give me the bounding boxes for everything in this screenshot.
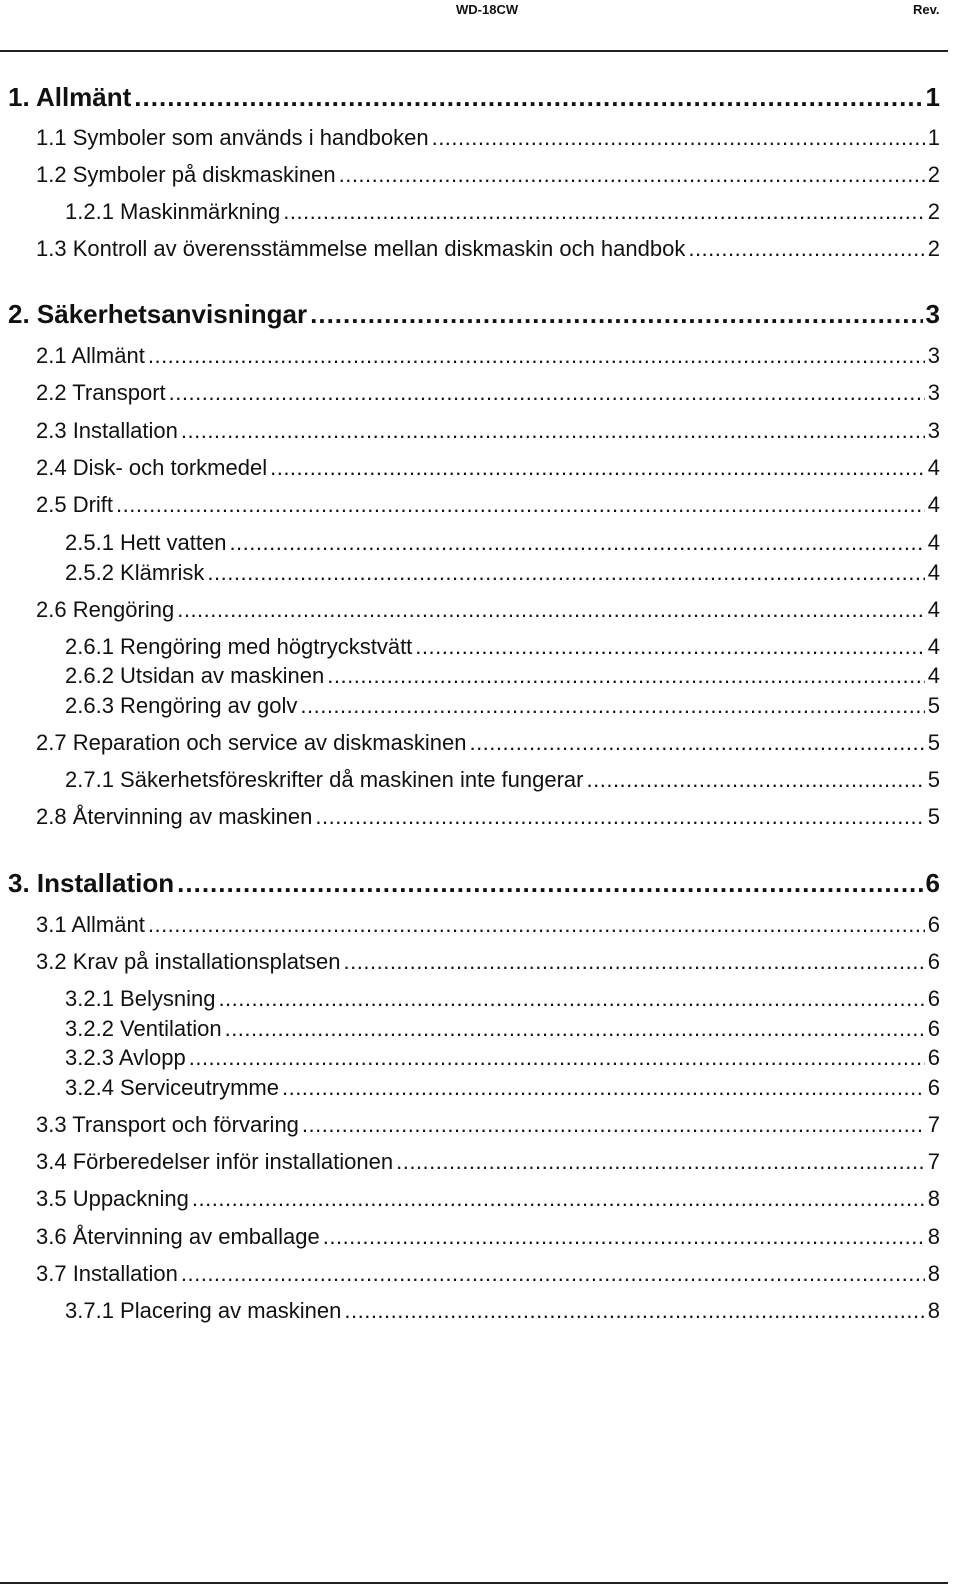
toc-entry-page: 8 [927,1298,940,1323]
toc-entry-title: 1.1 Symboler som används i handboken [36,125,429,150]
toc-leader [148,345,925,367]
toc-entry-title: 1.2.1 Maskinmärkning [65,199,281,224]
toc-entry-page: 4 [927,663,940,688]
toc-entry-title: 3.7.1 Placering av maskinen [65,1298,342,1323]
toc-entry-title: 3.2.4 Serviceutrymme [65,1075,279,1100]
toc-entry-page: 6 [927,1045,940,1070]
toc-entry-title: 1.3 Kontroll av överensstämmelse mellan diskmaskin och handbok [36,236,686,261]
toc-entry[interactable] [36,345,940,367]
toc-entry[interactable] [8,84,940,110]
toc-entry[interactable] [36,1114,940,1136]
toc-entry[interactable] [36,238,940,260]
toc-entry[interactable] [36,127,940,149]
toc-entry-page: 5 [927,730,940,755]
toc-leader [283,201,925,223]
toc-entry-title: 2.2 Transport [36,380,166,405]
toc-entry[interactable] [36,382,940,404]
toc-leader [177,599,925,621]
toc-entry-title: 3.1 Allmänt [36,912,145,937]
toc-entry[interactable] [36,732,940,754]
toc-entry-title: 3.2 Krav på installationsplatsen [36,949,341,974]
toc-entry-title: 2.6.1 Rengöring med högtryckstvätt [65,634,413,659]
document-code: WD-18CW [456,2,519,17]
toc-entry-page: 7 [927,1149,940,1174]
toc-entry[interactable] [36,494,940,516]
toc-entry[interactable] [36,1263,940,1285]
toc-leader [315,806,924,828]
toc-entry[interactable] [8,301,940,327]
toc-leader [469,732,924,754]
toc-entry-page: 6 [927,1016,940,1041]
toc-leader [189,1047,925,1069]
toc-entry-page: 4 [927,530,940,555]
toc-entry-page: 6 [927,986,940,1011]
toc-entry[interactable] [65,1300,940,1322]
toc-entry-title: 2.3 Installation [36,418,178,443]
toc-entry[interactable] [36,599,940,621]
toc-entry[interactable] [36,806,940,828]
toc-leader [415,636,924,658]
toc-entry-page: 4 [927,492,940,517]
toc-entry-page: 5 [927,693,940,718]
toc-entry-page: 8 [927,1261,940,1286]
toc-entry[interactable] [65,1047,940,1069]
toc-leader [310,301,922,327]
toc-entry-title: 3. Installation [8,868,175,898]
toc-leader [270,457,925,479]
toc-entry-page: 3 [927,418,940,443]
toc-entry[interactable] [65,769,940,791]
toc-entry-page: 1 [925,82,940,112]
toc-entry[interactable] [65,636,940,658]
toc-leader [225,1018,925,1040]
toc-entry-title: 2.5.2 Klämrisk [65,560,205,585]
toc-leader [177,870,922,896]
toc-entry-page: 2 [927,162,940,187]
toc-entry-title: 3.2.3 Avlopp [65,1045,186,1070]
toc-leader [282,1077,925,1099]
toc-leader [344,1300,924,1322]
toc-entry-title: 3.5 Uppackning [36,1186,189,1211]
toc-entry-title: 3.2.1 Belysning [65,986,216,1011]
toc-entry[interactable] [65,1018,940,1040]
toc-entry[interactable] [65,665,940,687]
toc-entry-title: 1. Allmänt [8,82,132,112]
toc-leader [327,665,924,687]
toc-entry-page: 8 [927,1224,940,1249]
toc-entry-title: 1.2 Symboler på diskmaskinen [36,162,336,187]
toc-entry[interactable] [65,532,940,554]
toc-entry-page: 5 [927,767,940,792]
toc-entry-page: 3 [927,380,940,405]
toc-entry[interactable] [65,1077,940,1099]
toc-leader [116,494,925,516]
toc-entry-title: 2.6 Rengöring [36,597,175,622]
toc-leader [396,1151,925,1173]
toc-entry-title: 2.7 Reparation och service av diskmaskinen [36,730,467,755]
toc-entry[interactable] [8,870,940,896]
toc-leader [181,420,925,442]
toc-entry-title: 2.8 Återvinning av maskinen [36,804,313,829]
toc-entry[interactable] [36,164,940,186]
toc-entry[interactable] [65,201,940,223]
toc-leader [323,1226,925,1248]
toc-entry-page: 4 [927,560,940,585]
toc-entry-title: 2.5.1 Hett vatten [65,530,227,555]
toc-leader [432,127,925,149]
toc-entry-title: 2.6.2 Utsidan av maskinen [65,663,325,688]
toc-entry-page: 3 [927,343,940,368]
toc-entry[interactable] [36,1188,940,1210]
toc-entry-page: 6 [927,912,940,937]
toc-entry[interactable] [65,562,940,584]
footer-divider [0,1582,948,1584]
toc-entry-title: 3.2.2 Ventilation [65,1016,222,1041]
toc-entry-title: 2.7.1 Säkerhetsföreskrifter då maskinen inte fungerar [65,767,584,792]
toc-entry[interactable] [36,1226,940,1248]
toc-leader [148,914,925,936]
toc-entry-title: 2.4 Disk- och torkmedel [36,455,268,480]
toc-entry[interactable] [65,695,940,717]
toc-leader [169,382,925,404]
toc-entry-title: 2.6.3 Rengöring av golv [65,693,298,718]
toc-leader [587,769,925,791]
toc-entry-title: 3.6 Återvinning av emballage [36,1224,320,1249]
toc-entry-title: 3.7 Installation [36,1261,178,1286]
toc-entry-page: 4 [927,597,940,622]
toc-leader [181,1263,925,1285]
toc-entry[interactable] [36,457,940,479]
toc-leader [339,164,925,186]
toc-leader [192,1188,925,1210]
toc-entry[interactable] [36,951,940,973]
revision-label: Rev. [913,2,940,17]
toc-entry[interactable] [65,988,940,1010]
toc-leader [344,951,925,973]
toc-entry-page: 6 [925,868,940,898]
toc-entry[interactable] [36,1151,940,1173]
toc-entry[interactable] [36,914,940,936]
toc-entry-title: 2.1 Allmänt [36,343,145,368]
toc-leader [300,695,924,717]
toc-leader [688,238,924,260]
toc-entry-title: 3.3 Transport och förvaring [36,1112,299,1137]
toc-entry-page: 5 [927,804,940,829]
toc-entry-page: 7 [927,1112,940,1137]
toc-entry[interactable] [36,420,940,442]
toc-leader [302,1114,925,1136]
toc-entry-page: 3 [925,299,940,329]
toc-entry-page: 1 [927,125,940,150]
toc-leader [207,562,924,584]
toc-leader [218,988,924,1010]
toc-entry-page: 4 [927,455,940,480]
toc-entry-title: 2.5 Drift [36,492,114,517]
toc-entry-page: 2 [927,199,940,224]
toc-entry-page: 4 [927,634,940,659]
toc-entry-title: 2. Säkerhetsanvisningar [8,299,308,329]
toc-entry-page: 8 [927,1186,940,1211]
toc-entry-title: 3.4 Förberedelser inför installationen [36,1149,394,1174]
toc-leader [229,532,924,554]
toc-entry-page: 2 [927,236,940,261]
toc-entry-page: 6 [927,949,940,974]
toc-entry-page: 6 [927,1075,940,1100]
toc-leader [134,84,922,110]
